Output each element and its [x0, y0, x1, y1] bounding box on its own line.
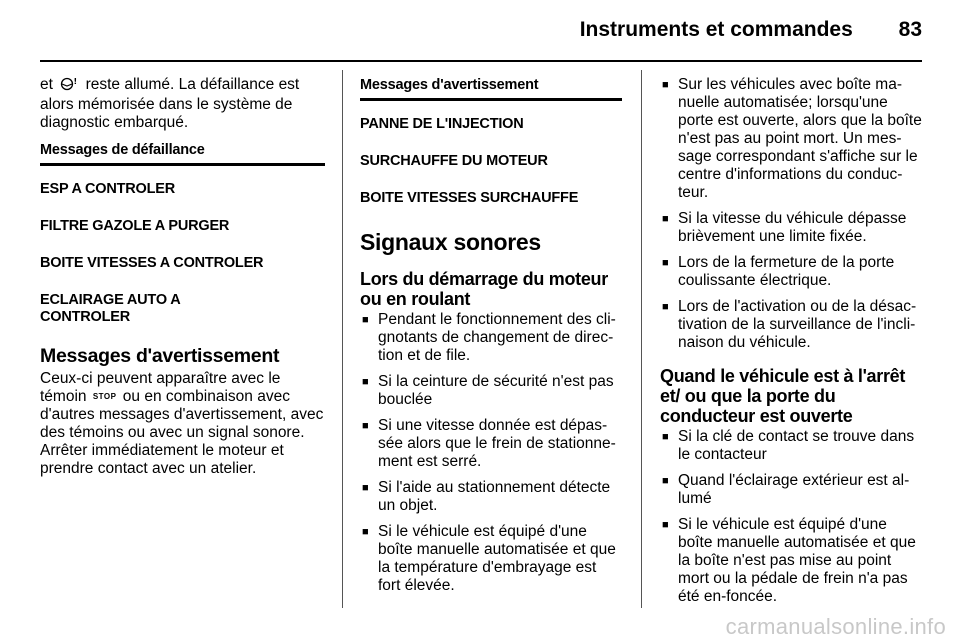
- vehicle-stopped-subheading: Quand le véhicule est à l'arrêt et/ ou que la porte du conducteur est ouverte: [660, 366, 906, 426]
- failure-message: FILTRE GAZOLE A PURGER: [40, 218, 230, 234]
- column-3: [660, 76, 922, 614]
- warning-message: SURCHAUFFE DU MOTEUR: [360, 153, 548, 169]
- list-item: ■ Quand l'éclairage extérieur est al-lumé: [662, 472, 910, 507]
- column-divider-1: [342, 70, 343, 608]
- svg-text:!: !: [73, 77, 78, 86]
- warning-messages-heading: Messages d'avertissement: [40, 345, 280, 367]
- warning-messages-subheading: Messages d'avertissement: [360, 76, 622, 101]
- list-item: ■ Si une vitesse donnée est dépas-sée alors que le frein de stationne-ment est serré.: [362, 417, 616, 470]
- list-item: ■ Pendant le fonctionnement des cli-gnotants de changement de direc-tion et de file.: [362, 311, 616, 364]
- header-rule: [40, 60, 922, 62]
- list-item: ■ Lors de l'activation ou de la désac-tivation de la surveillance de l'incli-naison du véhicule.: [662, 298, 917, 351]
- list-item: ■ Lors de la fermeture de la porte coulissante électrique.: [662, 254, 895, 289]
- failure-message: ESP A CONTROLER: [40, 181, 176, 197]
- list-item: ■ Si la vitesse du véhicule dépasse brièvement une limite fixée.: [662, 210, 907, 245]
- list-item: ■ Sur les véhicules avec boîte ma-nuelle automatisée; lorsqu'une porte est ouverte, alors que la boîte n'est pas au point mort. Un mes-sage correspondant s'affiche sur le centre d'informations du conduc-teur.: [662, 76, 922, 201]
- steering-warning-icon: [57, 77, 81, 96]
- acoustic-signals-heading: Signaux sonores: [360, 229, 541, 255]
- conditions-list: [660, 76, 922, 352]
- failure-message: BOITE VITESSES A CONTROLER: [40, 255, 264, 271]
- list-item: ■ Si le véhicule est équipé d'une boîte manuelle automatisée et que la température d'embrayage est fort élevée.: [362, 523, 616, 594]
- list-item: ■ Si l'aide au stationnement détecte un objet.: [362, 479, 611, 514]
- page-title: Instruments et commandes: [579, 18, 853, 41]
- list-item: ■ Si la ceinture de sécurité n'est pas bouclée: [362, 373, 614, 408]
- warning-message: PANNE DE L'INJECTION: [360, 116, 524, 132]
- engine-start-subheading: Lors du démarrage du moteur ou en roulant: [360, 269, 608, 309]
- column-divider-2: [641, 70, 642, 608]
- warning-message: BOITE VITESSES SURCHAUFFE: [360, 190, 579, 206]
- watermark: carmanualsonline.info: [725, 614, 946, 639]
- vehicle-stopped-list: [660, 428, 922, 606]
- column-1: [40, 76, 325, 478]
- list-item: ■ Si la clé de contact se trouve dans le contacteur: [662, 428, 915, 463]
- list-item: ■ Si le véhicule est équipé d'une boîte manuelle automatisée et que la boîte n'est pas mise au point mort ou la pédale de frein n'a pas été en-foncée.: [662, 516, 916, 605]
- warning-messages-body: Ceux-ci peuvent apparaître avec le témoin STOP ou en combinaison avec d'autres messages d'avertissement, avec des témoins ou avec un signal sonore. Arrêter immédiatement le moteur et prendre contact avec un atelier.: [40, 370, 324, 477]
- engine-start-list: [360, 311, 622, 595]
- failure-message: ECLAIRAGE AUTO A CONTROLER: [40, 292, 180, 325]
- column-2: [360, 76, 622, 603]
- stop-icon: STOP: [92, 392, 117, 401]
- intro-paragraph: et ! reste allumé. La défaillance est alors mémorisée dans le système de diagnostic embarqué.: [40, 76, 300, 131]
- page-number: 83: [898, 18, 922, 41]
- failure-messages-heading: Messages de défaillance: [40, 141, 325, 166]
- page-header: [0, 18, 922, 42]
